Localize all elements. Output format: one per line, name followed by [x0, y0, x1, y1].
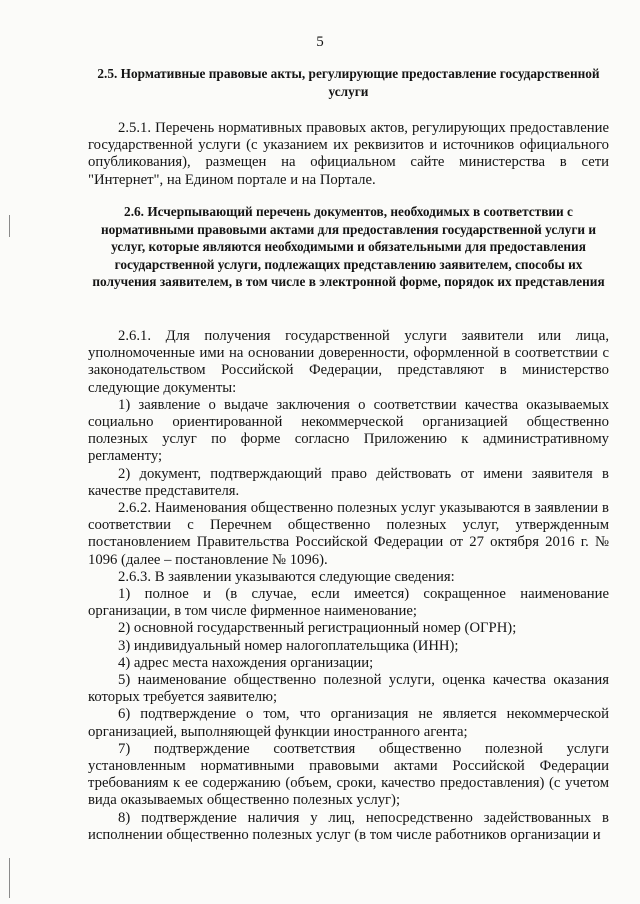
- list-item: 8) подтверждение наличия у лиц, непосредственно задействованных в исполнении общественно полезных услуг (в том числе работников организации и: [88, 809, 609, 843]
- list-item: 6) подтверждение о том, что организация не является некоммерческой организацией, выполняющей функции иностранного агента;: [88, 706, 609, 740]
- paragraph: 2.5.1. Перечень нормативных правовых актов, регулирующих предоставление государственной услуги (с указанием их реквизитов и источников официального опубликования), размещен на официальном сайте министерства в сети "Интернет", на Едином портале и на Портале.: [88, 120, 609, 188]
- list-item: 1) полное и (в случае, если имеется) сокращенное наименование организации, в том числе фирменное наименование;: [88, 586, 609, 620]
- list-item: 7) подтверждение соответствия общественно полезной услуги установленным нормативными правовыми актами Российской Федерации требованиям к ее содержанию (объем, сроки, качество предоставления) (с учетом вида оказываемых общественно полезных услуг);: [88, 740, 609, 809]
- section-2-5-heading-block: [88, 65, 609, 100]
- section-2-5-body: [88, 120, 609, 189]
- scan-margin-mark: [9, 215, 10, 237]
- list-item: 3) индивидуальный номер налогоплательщика (ИНН);: [118, 637, 459, 654]
- list-item: 2) основной государственный регистрационный номер (ОГРН);: [118, 620, 517, 637]
- section-2-6-heading-block: [88, 203, 609, 291]
- scan-margin-mark: [9, 858, 10, 898]
- list-item: 5) наименование общественно полезной услуги, оценка качества оказания которых требуется заявителю;: [88, 672, 609, 706]
- paragraph: 2.6.3. В заявлении указываются следующие сведения:: [118, 568, 455, 585]
- paragraph: 2.6.2. Наименования общественно полезных услуг указываются в заявлении в соответствии с Перечнем общественно полезных услуг, утвержденным постановлением Правительства Российской Федерации от 27 октября 2016 г. № 1096 (далее – постановление № 1096).: [88, 500, 609, 568]
- section-heading: 2.6. Исчерпывающий перечень документов, необходимых в соответствии с нормативными правовыми актами для предоставления государственной услуги и услуг, которые являются необходимыми и обязательными для предоставления государственной услуги, подлежащих представлению заявителем, способы их получения заявителем, в том числе в электронной форме, порядок их представления: [92, 204, 605, 289]
- list-item: 1) заявление о выдаче заключения о соответствии качества оказываемых социально ориентированной некоммерческой организацией общественно полезных услуг по форме согласно Приложению к административному регламенту;: [88, 396, 609, 465]
- list-item: 4) адрес места нахождения организации;: [118, 654, 374, 671]
- page-number: 5: [316, 34, 324, 50]
- section-2-6-body: [88, 328, 609, 844]
- paragraph: 2.6.1. Для получения государственной услуги заявители или лица, уполномоченные ими на основании доверенности, оформленной в соответствии с законодательством Российской Федерации, представляют в министерство следующие документы:: [88, 328, 609, 396]
- section-heading: 2.5. Нормативные правовые акты, регулирующие предоставление государственной услуги: [97, 66, 600, 99]
- list-item: 2) документ, подтверждающий право действовать от имени заявителя в качестве представителя.: [88, 465, 609, 499]
